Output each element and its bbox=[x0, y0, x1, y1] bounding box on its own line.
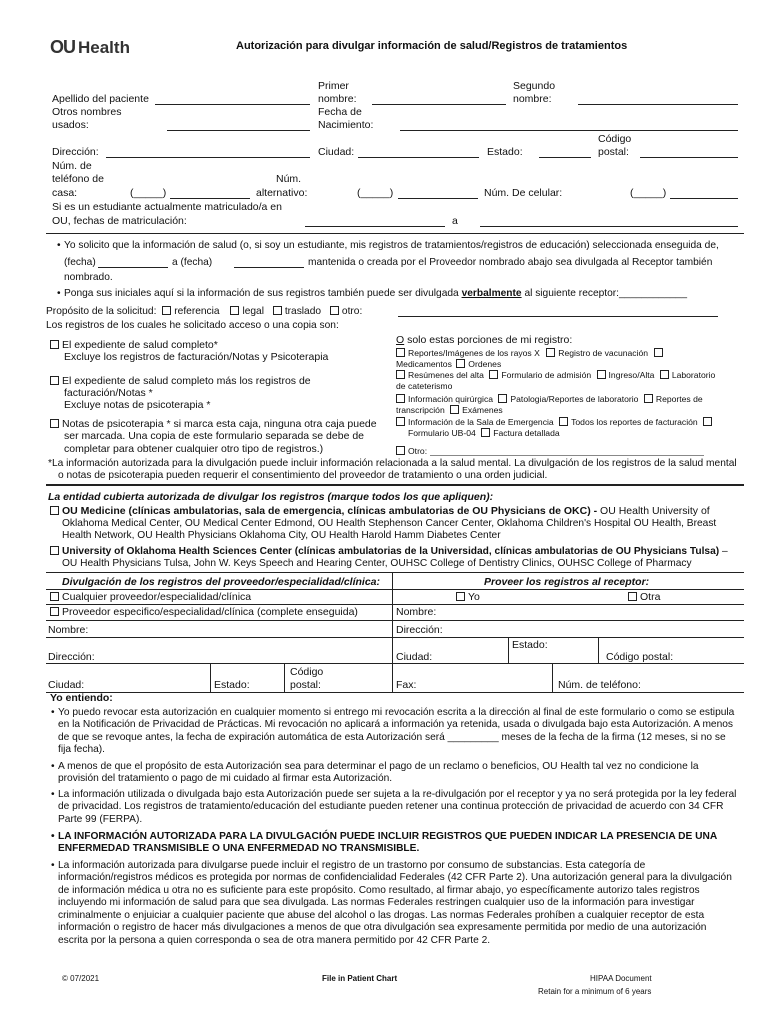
request-line-3: nombrado. bbox=[64, 272, 113, 283]
recipient-city-label: Ciudad: bbox=[396, 651, 433, 663]
state-label: Estado: bbox=[487, 146, 523, 158]
provider-zip-label-1: Código bbox=[290, 666, 324, 678]
exams-checkbox[interactable] bbox=[450, 405, 459, 414]
any-provider-checkbox[interactable] bbox=[50, 592, 59, 601]
entity-okc-line-2: Oklahoma Medical Center, OU Medical Center Edmond, OU Health Stephenson Cancer Center, Oklahoma Children's Hospital OU Health, Breast bbox=[62, 518, 717, 529]
table-line bbox=[46, 604, 744, 605]
divider bbox=[46, 233, 744, 234]
entity-okc-line-3: Health Network, OU Health Physicians Oklahoma City, OU Health Harold Hamm Diabetes Center bbox=[62, 530, 501, 541]
xray-checkbox[interactable] bbox=[396, 348, 405, 357]
enroll-end-field[interactable] bbox=[480, 226, 738, 227]
table-bottom bbox=[46, 692, 744, 693]
footer-date: © 07/2021 bbox=[62, 974, 100, 983]
other-names-field[interactable] bbox=[167, 130, 310, 131]
purpose-transfer-label: traslado bbox=[284, 306, 322, 317]
alt-phone-area[interactable]: (_____) bbox=[357, 187, 394, 199]
lab-checkbox[interactable] bbox=[660, 370, 669, 379]
specific-provider-checkbox[interactable] bbox=[50, 607, 59, 616]
entity-okc-row: OU Medicine (clínicas ambulatorias, sala de emergencia, clínicas ambulatorias de OU Physicians de OKC) - OU Health University of bbox=[50, 505, 710, 518]
provider-state-label: Estado: bbox=[214, 679, 250, 691]
table-line bbox=[46, 637, 744, 638]
cell-phone-area[interactable]: (_____) bbox=[630, 187, 667, 199]
understand-revoke: • Yo puedo revocar esta autorización en cualquier momento si entrego mi revocación escrita a la dirección al final de este formulario o como se estipula en la Notificación de Privacidad de Prácticas. Mi revocación no aplicará a información ya retenida, usada o divulgada bajo esta Autorización. A menos de que se revoque antes, la fecha de expiración automática de esta Autorización será _________ meses de la fecha de la firma (12 meses, si no se fija fecha). bbox=[58, 707, 738, 757]
entity-okc-checkbox[interactable] bbox=[50, 506, 59, 515]
portions-row-3: Resúmenes del alta Formulario de admisión Ingreso/Alta Laboratorio bbox=[396, 370, 715, 381]
enroll-a-label: a bbox=[452, 215, 458, 227]
portions-row-2: Medicamentos Ordenes bbox=[396, 359, 502, 369]
entity-tulsa-checkbox[interactable] bbox=[50, 546, 59, 555]
form-title: Autorización para divulgar información de salud/Registros de tratamientos bbox=[236, 40, 628, 52]
understand-heading: Yo entiendo: bbox=[50, 692, 113, 704]
last-name-label: Apellido del paciente bbox=[52, 93, 149, 105]
recipient-heading: Proveer los registros al receptor: bbox=[484, 576, 650, 588]
provider-zip-label-2: postal: bbox=[290, 679, 321, 691]
home-phone-label-2: teléfono de bbox=[52, 173, 104, 185]
alt-phone-label-1: Núm. bbox=[276, 173, 302, 185]
last-name-field[interactable] bbox=[155, 104, 310, 105]
mental-note-2: o notas de psicoterapia pueden requerir el consentimiento del proveedor de tratamiento o una orden judicial. bbox=[58, 470, 548, 481]
recipient-name-label: Nombre: bbox=[396, 606, 437, 618]
portions-row-4: de cateterismo bbox=[396, 381, 453, 391]
entity-heading: La entidad cubierta autorizada de divulgar los registros (marque todos los que apliquen): bbox=[48, 491, 494, 503]
table-center-line bbox=[392, 572, 393, 692]
zip-field[interactable] bbox=[640, 157, 738, 158]
dob-label-1: Fecha de bbox=[318, 106, 362, 118]
orders-checkbox[interactable] bbox=[456, 359, 465, 368]
portions-row-7: Información de la Sala de Emergencia Todos los reportes de facturación bbox=[396, 417, 715, 428]
section-divider bbox=[46, 484, 744, 486]
student-label-1: Si es un estudiante actualmente matriculado/a en bbox=[52, 201, 282, 213]
portions-row-8: Formulario UB-04 Factura detallada bbox=[408, 428, 560, 438]
cell-phone-field[interactable] bbox=[670, 198, 738, 199]
understand-redisclosure: • La información utilizada o divulgada bajo esta Autorización puede ser sujeta a la re-divulgación por el receptor y ya no será protegida por la ley federal de privacidad. Los registros de tratamiento/educación del estudiante pueden retener una continua protección de privacidad de acuerdo con 34 CFR Parte 99 (FERPA). bbox=[58, 789, 738, 826]
enroll-start-field[interactable] bbox=[305, 226, 445, 227]
address-label: Dirección: bbox=[52, 146, 99, 158]
provider-city-label: Ciudad: bbox=[48, 679, 85, 691]
portions-row-5: Información quirúrgica Patologia/Reportes de laboratorio Reportes de bbox=[396, 394, 703, 405]
recipient-other-checkbox[interactable] bbox=[628, 592, 637, 601]
home-phone-label-3: casa: bbox=[52, 187, 78, 199]
city-label: Ciudad: bbox=[318, 146, 355, 158]
records-label: Los registros de los cuales he solicitado acceso o una copia son: bbox=[46, 320, 339, 331]
admit-discharge-checkbox[interactable] bbox=[597, 370, 606, 379]
entity-tulsa-row: University of Oklahoma Health Sciences Center (clínicas ambulatorias de la Universidad, clínicas ambulatorias de OU Physicians Tulsa) – bbox=[50, 546, 728, 559]
zip-label-1: Código bbox=[598, 133, 632, 145]
purpose-legal-checkbox[interactable] bbox=[230, 306, 239, 315]
first-name-field[interactable] bbox=[372, 104, 506, 105]
logo-text: Health bbox=[78, 37, 130, 57]
other-names-label-1: Otros nombres bbox=[52, 106, 122, 118]
dob-label-2: Nacimiento: bbox=[318, 119, 374, 131]
home-phone-label-1: Núm. de bbox=[52, 160, 92, 172]
record-complete-note: Excluye los registros de facturación/Notas y Psicoterapia bbox=[64, 351, 329, 363]
surgical-checkbox[interactable] bbox=[396, 394, 405, 403]
ub04-checkbox[interactable] bbox=[703, 417, 712, 426]
record-psych-row: Notas de psicoterapia * si marca esta caja, ninguna otra caja puede bbox=[50, 418, 377, 431]
admission-checkbox[interactable] bbox=[489, 370, 498, 379]
portions-row-1: Reportes/Imágenes de los rayos X Registro de vacunación bbox=[396, 348, 666, 359]
recipient-other-row: Otra bbox=[628, 591, 660, 604]
entity-tulsa-line-2: OU Health Physicians Tulsa, John W. Keys Speech and Hearing Center, OUHSC College of Dentistry Clinics, OUHSC College of Pharmacy bbox=[62, 558, 692, 569]
pathology-checkbox[interactable] bbox=[498, 394, 507, 403]
second-name-field[interactable] bbox=[578, 104, 738, 105]
state-field[interactable] bbox=[539, 157, 591, 158]
table-cell-line bbox=[284, 663, 285, 692]
zip-label-2: postal: bbox=[598, 146, 629, 158]
student-label-2: OU, fechas de matriculación: bbox=[52, 215, 187, 227]
second-name-label-2: nombre: bbox=[513, 93, 552, 105]
request-fecha-1: (fecha) bbox=[64, 257, 96, 268]
home-phone-area[interactable]: (_____) bbox=[130, 187, 167, 199]
table-cell-line bbox=[210, 663, 211, 692]
table-line bbox=[46, 620, 744, 621]
footer-center: File in Patient Chart bbox=[322, 974, 398, 983]
ou-health-logo bbox=[50, 36, 130, 59]
vaccine-checkbox[interactable] bbox=[546, 348, 555, 357]
record-billing-note: Excluye notas de psicoterapia * bbox=[64, 399, 211, 411]
purpose-other-checkbox[interactable] bbox=[330, 306, 339, 315]
cell-phone-label: Núm. De celular: bbox=[484, 187, 563, 199]
provider-name-label: Nombre: bbox=[48, 624, 89, 636]
purpose-other-field[interactable] bbox=[398, 316, 718, 317]
table-line bbox=[46, 589, 744, 590]
footer-right-2: Retain for a minimum of 6 years bbox=[538, 987, 652, 996]
verbal-emphasis: verbalmente bbox=[461, 288, 522, 299]
recipient-phone-label: Núm. de teléfono: bbox=[558, 679, 641, 691]
first-name-label-1: Primer bbox=[318, 80, 349, 92]
purpose-transfer-checkbox[interactable] bbox=[273, 306, 282, 315]
itemized-checkbox[interactable] bbox=[481, 428, 490, 437]
portions-other-field[interactable] bbox=[430, 455, 704, 456]
table-top bbox=[46, 572, 744, 573]
table-cell-line bbox=[508, 637, 509, 663]
request-fecha-2: a (fecha) bbox=[172, 257, 213, 268]
record-billing-line-2: facturación/Notas * bbox=[64, 387, 153, 399]
understand-disease: • LA INFORMACIÓN AUTORIZADA PARA LA DIVULGACIÓN PUEDE INCLUIR REGISTROS QUE PUEDEN INDICAR LA PRESENCIA DE UNA ENFERMEDAD TRANSMISIBLE O UNA ENFERMEDAD NO TRANSMISIBLE. bbox=[58, 831, 738, 856]
record-billing-checkbox[interactable] bbox=[50, 376, 59, 385]
record-psych-line-2: ser marcada. Una copia de este formulario separada se debe de bbox=[64, 430, 365, 442]
provider-heading: Divulgación de los registros del proveedor/especialidad/clínica: bbox=[62, 576, 381, 588]
from-date-field[interactable] bbox=[98, 267, 168, 268]
understand-substance: • La información autorizada para divulgarse puede incluir el registro de un trastorno por consumo de substancias. Esta categoría de información/registros médicos es protegida por normas de confidencialidad Federales (42 CFR Parte 2). Una autorización general para la divulgación de información médica u otra no es suficiente para este propósito. Como resultado, al firmar abajo, yo específicamente autorizo tales registros incluyendo mi información de salud para que sea divulgada. Las normas Federales restringen cualquier uso de la información para investigar criminalmente o enjuiciar a cualquier paciente que abuse del alcohol o las drogas. Las normas Federales prohíben a cualquier receptor de esta información o registro de hacer más divulgaciones a menos de que otra divulgación sea expresamente permitida por medio de una autorización escrita por la persona a quien corresponda o sea de otra manera permitido por 42 CFR Parte 2. bbox=[58, 860, 738, 947]
purpose-legal-label: legal bbox=[242, 306, 264, 317]
recipient-fax-label: Fax: bbox=[396, 679, 417, 691]
record-complete-checkbox[interactable] bbox=[50, 340, 59, 349]
to-date-field[interactable] bbox=[234, 267, 304, 268]
meds-checkbox[interactable] bbox=[654, 348, 663, 357]
purpose-other-label: otro: bbox=[341, 306, 363, 317]
purpose-label: Propósito de la solicitud: bbox=[46, 306, 157, 317]
alt-phone-field[interactable] bbox=[398, 198, 478, 199]
footer-right-1: HIPAA Document bbox=[590, 974, 652, 983]
billing-all-checkbox[interactable] bbox=[559, 417, 568, 426]
understand-condition: • A menos de que el propósito de esta Autorización sea para determinar el pago de un reclamo o beneficios, OU Health tal vez no condicione la provisión del tratamiento o pago de mi cuidado al firmar esta Autorización. bbox=[58, 761, 738, 786]
mental-note-1: *La información autorizada para la divulgación puede incluir información relacionada a la salud mental. La divulgación de los registros de la salud mental bbox=[48, 458, 737, 469]
discharge-checkbox[interactable] bbox=[396, 370, 405, 379]
provider-address-label: Dirección: bbox=[48, 651, 95, 663]
other-names-label-2: usados: bbox=[52, 119, 89, 131]
record-psych-checkbox[interactable] bbox=[50, 419, 59, 428]
record-psych-line-3: completar para obtener cualquier otro tipo de registros.) bbox=[64, 443, 324, 455]
recipient-address-label: Dirección: bbox=[396, 624, 443, 636]
portions-heading: O solo estas porciones de mi registro: bbox=[396, 334, 573, 346]
transcription-checkbox[interactable] bbox=[644, 394, 653, 403]
purpose-referral-label: referencia bbox=[174, 306, 220, 317]
second-name-label-1: Segundo bbox=[513, 80, 556, 92]
address-field[interactable] bbox=[106, 157, 310, 158]
purpose-referral-checkbox[interactable] bbox=[162, 306, 171, 315]
alt-phone-label-2: alternativo: bbox=[256, 187, 308, 199]
er-checkbox[interactable] bbox=[396, 417, 405, 426]
table-cell-line bbox=[552, 663, 553, 692]
request-rest: mantenida o creada por el Proveedor nombrado abajo sea divulgada al Receptor también bbox=[308, 257, 713, 268]
first-name-label-2: nombre: bbox=[318, 93, 357, 105]
dob-field[interactable] bbox=[400, 130, 738, 131]
recipient-self-row: Yo bbox=[456, 591, 480, 604]
table-cell-line bbox=[598, 637, 599, 663]
table-line bbox=[46, 663, 744, 664]
portions-other-checkbox[interactable] bbox=[396, 446, 405, 455]
request-bullet-1: • Yo solicito que la información de salud (o, si soy un estudiante, mis registros de tratamientos/registros de educación) seleccionada enseguida de, bbox=[64, 240, 719, 253]
request-bullet-2: • Ponga sus iniciales aquí si la información de sus registros también puede ser divulgada verbalmente al siguiente receptor:____________ bbox=[64, 288, 687, 301]
recipient-zip-label: Código postal: bbox=[606, 651, 674, 663]
portions-row-6: transcripción Exámenes bbox=[396, 405, 503, 415]
ou-logo-mark: OU bbox=[50, 37, 75, 57]
city-field[interactable] bbox=[358, 157, 479, 158]
any-provider-row: Cualquier proveedor/especialidad/clínica bbox=[50, 591, 251, 604]
record-complete-row: El expediente de salud completo* bbox=[50, 339, 218, 352]
recipient-self-checkbox[interactable] bbox=[456, 592, 465, 601]
record-billing-row: El expediente de salud completo más los registros de bbox=[50, 375, 311, 388]
purpose-row bbox=[46, 306, 362, 319]
home-phone-field[interactable] bbox=[170, 198, 250, 199]
portions-other-row: Otro: bbox=[396, 446, 427, 457]
specific-provider-row: Proveedor especifico/especialidad/clínica (complete enseguida) bbox=[50, 606, 358, 619]
recipient-state-label: Estado: bbox=[512, 639, 548, 651]
